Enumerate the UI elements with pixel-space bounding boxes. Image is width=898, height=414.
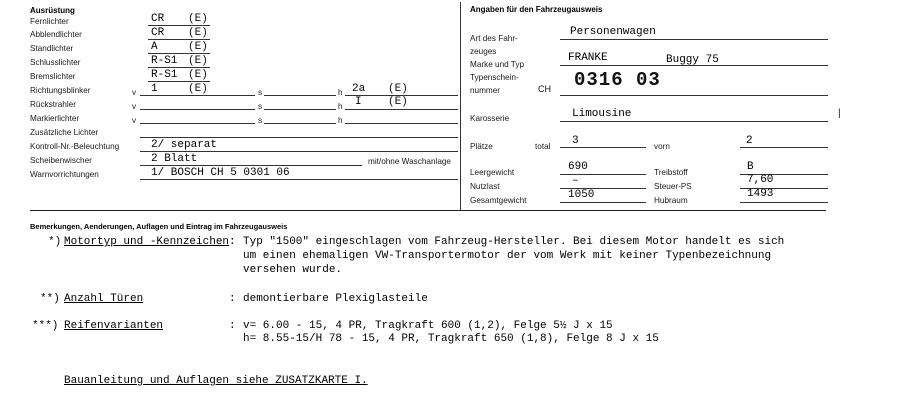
underline: [560, 39, 828, 40]
label-markierlichter: Markierlichter: [30, 114, 80, 123]
s-label: s: [258, 102, 263, 111]
value-karosserie: Limousine: [572, 108, 632, 120]
underline: [560, 121, 828, 122]
remark-line: demontierbare Plexiglasteile: [243, 293, 428, 305]
h-label: h: [338, 88, 343, 97]
label-bremslichter: Bremslichter: [30, 72, 76, 81]
underline: [264, 109, 336, 110]
code-richtungsblinker: (E): [188, 83, 208, 95]
label-plaetze: Plätze: [470, 142, 493, 151]
label-schlusslichter: Schlusslichter: [30, 58, 81, 67]
underline: [264, 123, 336, 124]
value-vorn: 2: [746, 135, 753, 147]
label-leergewicht: Leergewicht: [470, 168, 515, 177]
value-abblendlichter: CR: [151, 27, 165, 39]
underline: [140, 109, 255, 110]
s-label: s: [258, 116, 263, 125]
value-bremslichter: R-S1: [151, 69, 178, 81]
remark-line: versehen wurde.: [243, 264, 343, 276]
label-typen-1: Typenschein-: [470, 73, 519, 82]
label-standlichter: Standlichter: [30, 44, 74, 53]
remark-colon: :: [229, 320, 236, 332]
underline: [148, 53, 210, 54]
label-vorn: vorn: [654, 142, 670, 151]
value-scheibenwischer: 2 Blatt: [151, 153, 198, 165]
label-typen-2: nummer: [470, 86, 501, 95]
value-blinker-h: 2a: [352, 83, 366, 95]
underline: [345, 123, 458, 124]
underline: [140, 151, 458, 152]
v-label: v: [132, 116, 137, 125]
typen-prefix: CH: [538, 84, 551, 94]
underline: [560, 95, 828, 96]
remark-title-motortyp: Motortyp und -Kennzeichen: [64, 236, 230, 248]
underline: [140, 95, 255, 96]
remark-colon: :: [229, 236, 236, 248]
label-karosserie: Karosserie: [470, 114, 510, 123]
h-label: h: [338, 116, 343, 125]
value-typ: Buggy 75: [666, 54, 719, 66]
underline: [345, 109, 458, 110]
value-typenschein: 0316 03: [574, 69, 661, 91]
code-blinker-h: (E): [388, 83, 408, 95]
remark-line: um einen ehemaligen VW-Transportermotor der vom Werk mit keiner Typenbezeichnung: [243, 250, 772, 262]
value-plaetze: 3: [572, 135, 579, 147]
value-kontroll-nr: 2/ separat: [151, 139, 218, 151]
code-abblendlichter: (E): [188, 27, 208, 39]
underline: [345, 95, 458, 96]
label-kontroll-nr: Kontroll-Nr.-Beleuchtung: [30, 142, 120, 151]
s-label: s: [258, 88, 263, 97]
value-fernlichter: CR: [151, 13, 165, 25]
underline: [140, 165, 362, 166]
underline: [264, 95, 336, 96]
remark-title-reifenvarianten: Reifenvarianten: [64, 320, 164, 332]
label-marke: Marke und Typ: [470, 60, 525, 69]
label-nutzlast: Nutzlast: [470, 182, 500, 191]
underline: [140, 137, 458, 138]
value-marke: FRANKE: [568, 52, 608, 64]
label-scheibenwischer: Scheibenwischer: [30, 156, 92, 165]
label-rueckstrahler: Rückstrahler: [30, 100, 76, 109]
remark-marker: ***): [32, 320, 59, 332]
value-hubraum: 1493: [747, 188, 774, 200]
label-richtungsblinker: Richtungsblinker: [30, 86, 91, 95]
code-rueckstrahler-h: (E): [388, 96, 408, 108]
underline: [740, 202, 828, 203]
remarks-footer: Bauanleitung und Auflagen siehe ZUSATZKARTE I.: [64, 375, 368, 387]
label-steuerps: Steuer-PS: [654, 182, 692, 191]
value-steuerps: 7,60: [747, 174, 774, 186]
remark-line: Typ "1500" eingeschlagen vom Fahrzeug-Hersteller. Bei diesem Motor handelt es sich: [243, 236, 785, 248]
wiper-suffix: mit/ohne Waschanlage: [368, 157, 451, 166]
label-art-2: zeuges: [470, 47, 497, 56]
remark-title-anzahl-tueren: Anzahl Türen: [64, 293, 144, 305]
label-total: total: [535, 142, 551, 151]
remark-colon: :: [229, 293, 236, 305]
code-fernlichter: (E): [188, 13, 208, 25]
underline: [148, 39, 210, 40]
underline: [140, 123, 255, 124]
margin-mark: |: [838, 108, 841, 119]
remarks-header: Bemerkungen, Aenderungen, Auflagen und Eintrag im Fahrzeugausweis: [30, 222, 288, 231]
label-abblendlichter: Abblendlichter: [30, 30, 82, 39]
underline: [148, 67, 210, 68]
value-gesamtgewicht: 1050: [568, 189, 595, 201]
column-divider: [460, 2, 461, 210]
value-warnvorrichtungen: 1/ BOSCH CH 5 0301 06: [151, 167, 290, 179]
value-nutzlast: –: [572, 175, 579, 187]
section-divider: [30, 210, 826, 211]
label-zusaetzliche-lichter: Zusätzliche Lichter: [30, 128, 99, 137]
label-treibstoff: Treibstoff: [654, 168, 688, 177]
value-treibstoff: B: [747, 161, 754, 173]
underline: [148, 25, 210, 26]
label-fernlichter: Fernlichter: [30, 17, 69, 26]
underline: [560, 65, 828, 66]
value-leergewicht: 690: [568, 161, 588, 173]
underline: [560, 147, 646, 148]
value-schlusslichter: R-S1: [151, 55, 178, 67]
code-bremslichter: (E): [188, 69, 208, 81]
underline: [140, 179, 458, 180]
label-hubraum: Hubraum: [654, 196, 688, 205]
remark-marker: **): [40, 293, 60, 305]
v-label: v: [132, 88, 137, 97]
underline: [740, 147, 828, 148]
underline: [560, 202, 646, 203]
value-rueckstrahler-h: I: [355, 96, 362, 108]
label-gesamtgewicht: Gesamtgewicht: [470, 196, 527, 205]
label-warnvorrichtungen: Warnvorrichtungen: [30, 170, 99, 179]
remark-line: h= 8.55-15/H 78 - 15, 4 PR, Tragkraft 650 (1,8), Felge 8 J x 15: [243, 333, 659, 345]
right-header: Angaben für den Fahrzeugausweis: [470, 5, 603, 14]
value-standlichter: A: [151, 41, 158, 53]
value-art: Personenwagen: [570, 26, 656, 38]
value-richtungsblinker: 1: [151, 83, 158, 95]
left-header: Ausrüstung: [30, 6, 75, 15]
underline: [148, 81, 210, 82]
code-schlusslichter: (E): [188, 55, 208, 67]
label-art-1: Art des Fahr-: [470, 34, 518, 43]
v-label: v: [132, 102, 137, 111]
h-label: h: [338, 102, 343, 111]
code-standlichter: (E): [188, 41, 208, 53]
remark-line: v= 6.00 - 15, 4 PR, Tragkraft 600 (1,2), Felge 5½ J x 15: [243, 320, 613, 332]
remark-marker: *): [48, 236, 62, 248]
